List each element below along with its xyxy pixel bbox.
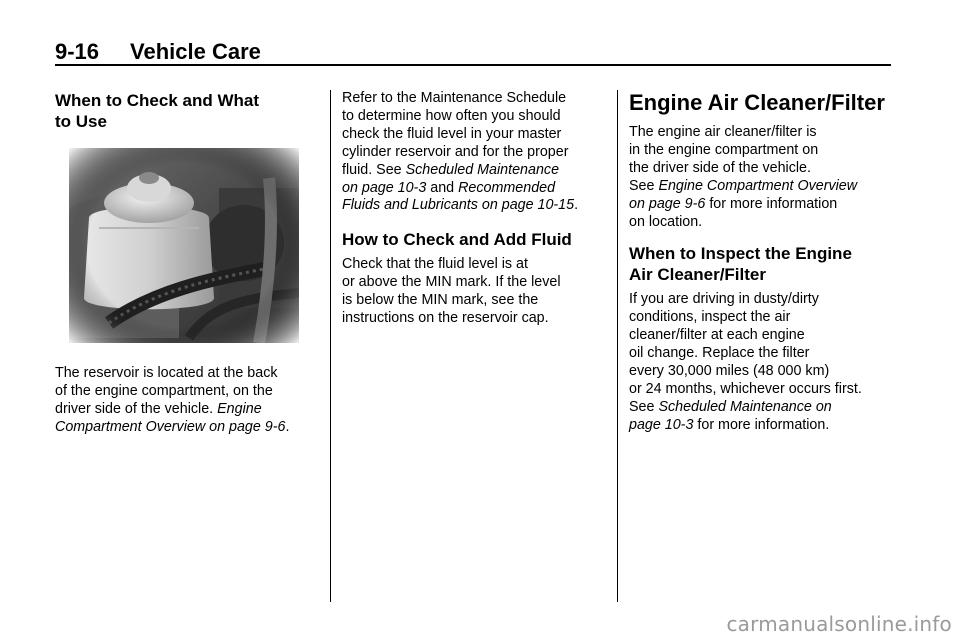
column-3: Engine Air Cleaner/Filter The engine air cleaner/filter is in the engine compartment on the driver side of the vehicle. See Engine Compartment Overview on page 9-6 for more information on location. When to Inspect the Engine Air Cleaner/Filter If you are driving in dusty/dirty conditions, inspect the air cleaner/filter at each engine oil change. Replace the filter every 30,000 miles (48 000 km) or 24 months, whichever occurs first. See Scheduled Maintenance on page 10-3 for more information. [629,90,899,435]
watermark: carmanualsonline.info [726,612,952,636]
heading-how-to-check: How to Check and Add Fluid [342,230,572,250]
brake-fluid-reservoir-photo [69,148,299,343]
cross-reference-link: Engine [217,400,262,417]
cross-reference-link: Engine Compartment Overview [658,177,858,194]
section-title: Vehicle Care [130,39,261,64]
heading-when-to-inspect: When to Inspect the Engine Air Cleaner/Filter [629,244,852,285]
page-number: 9-16 [55,39,100,64]
cross-reference-link: Recommended [458,179,556,196]
cross-reference-link: on page 10-3 [342,179,427,196]
cross-reference-link: on page 9-6 [629,195,706,212]
cross-reference-link: Compartment Overview on page 9-6 [55,418,286,435]
column-divider-1 [330,90,331,602]
column-divider-2 [617,90,618,602]
cross-reference-link: Scheduled Maintenance on [658,398,832,415]
page-header [55,38,890,66]
cross-reference-link: Fluids and Lubricants on page 10-15 [342,197,575,214]
heading-when-to-check: When to Check and What to Use [55,91,259,131]
header-rule [55,64,891,66]
cross-reference-link: page 10-3 [629,416,694,433]
column-2: Refer to the Maintenance Schedule to determine how often you should check the fluid level in your master cylinder reservoir and for the proper fluid. See Scheduled Maintenance on page 10-3 and Recommended Fluids and Lubricants on page 10-15. How to Check and Add Fluid Check that the fluid level is at or above the MIN mark. If the level is below the MIN mark, see the instructions on the reservoir cap. [342,90,610,328]
column-1: When to Check and What to Use The reservoir is located at the back of the engine compartment, on the driver side of the vehicle. Engine Compartment Overview on page 9-6. [55,90,323,437]
cross-reference-link: Scheduled Maintenance [405,161,560,178]
heading-engine-air-cleaner: Engine Air Cleaner/Filter [629,90,885,115]
